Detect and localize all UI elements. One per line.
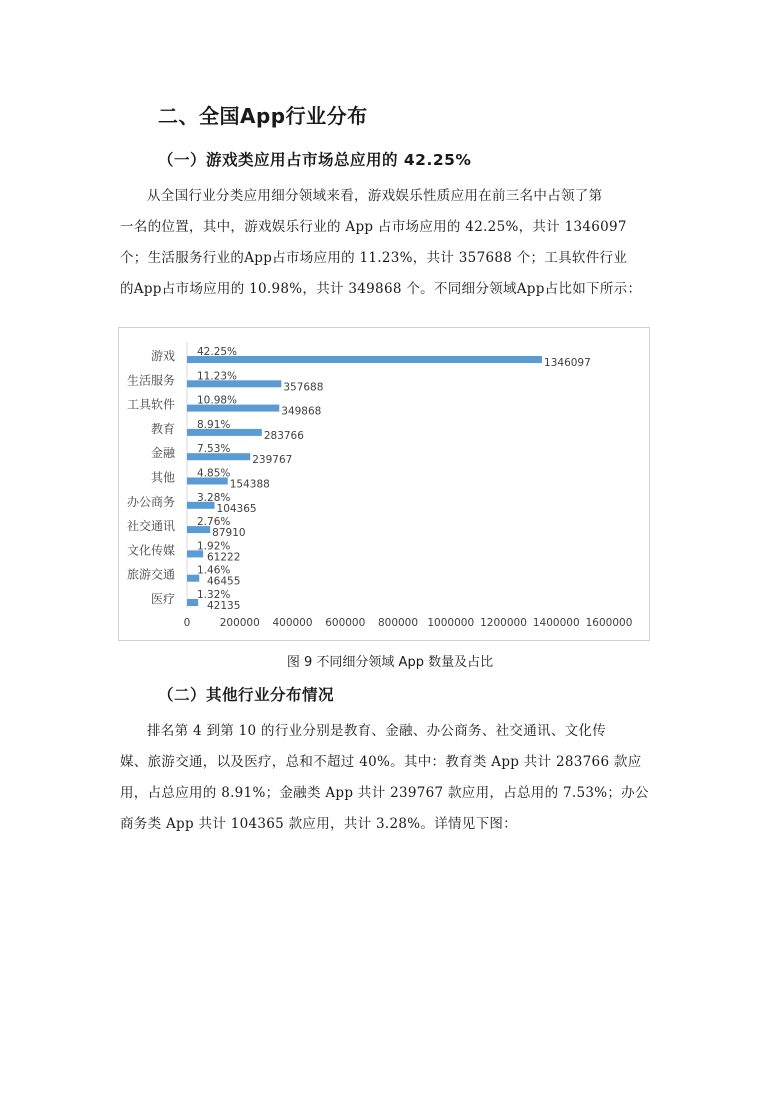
category-label: 社交通讯 <box>126 519 175 534</box>
percent-label: 1.32% <box>197 589 231 601</box>
value-label: 61222 <box>207 551 241 564</box>
value-label: 357688 <box>283 381 324 394</box>
paragraph-line: 一名的位置，其中，游戏娱乐行业的 App 占市场应用的 42.25%，共计 1346097 <box>120 219 627 235</box>
category-label: 其他 <box>150 470 175 485</box>
percent-label: 8.91% <box>197 418 231 431</box>
category-label: 旅游交通 <box>126 567 175 582</box>
subsection-title-other: （二）其他行业分布情况 <box>158 686 335 704</box>
value-label: 46455 <box>207 575 241 588</box>
bar-chart <box>119 328 649 640</box>
percent-label: 1.92% <box>197 540 231 553</box>
percent-label: 2.76% <box>197 516 231 529</box>
category-label: 教育 <box>150 421 175 436</box>
category-label: 生活服务 <box>126 373 175 388</box>
value-label: 104365 <box>216 502 257 515</box>
value-label: 283766 <box>263 429 304 442</box>
paragraph-line: 的App占市场应用的 10.98%，共计 349868 个。不同细分领域App占比如下所示： <box>120 281 642 297</box>
section-title: 二、全国App行业分布 <box>158 104 368 128</box>
subsection-title-games: （一）游戏类应用占市场总应用的 42.25% <box>158 151 472 169</box>
bar <box>187 356 542 363</box>
paragraph-line: 媒、旅游交通，以及医疗，总和不超过 40%。其中：教育类 App 共计 283766 款应 <box>120 754 642 770</box>
value-label: 154388 <box>229 478 270 491</box>
value-label: 42135 <box>207 600 241 612</box>
x-tick-label: 1200000 <box>480 617 527 629</box>
percent-label: 10.98% <box>197 394 238 407</box>
percent-label: 1.46% <box>197 564 231 577</box>
paragraph-other-industries <box>120 716 649 840</box>
paragraph-line: 从全国行业分类应用细分领域来看，游戏娱乐性质应用在前三名中占领了第 <box>147 188 603 204</box>
value-label: 1346097 <box>544 357 591 369</box>
paragraph-industry-overview <box>120 181 641 305</box>
x-tick-label: 800000 <box>377 617 419 629</box>
category-label: 文化传媒 <box>126 543 175 558</box>
paragraph-line: 商务类 App 共计 104365 款应用，共计 3.28%。详情见下图： <box>120 816 518 832</box>
paragraph-line: 个；生活服务行业的App占市场应用的 11.23%，共计 357688 个；工具软件行业 <box>120 250 628 266</box>
percent-label: 3.28% <box>197 491 231 504</box>
category-label: 游戏 <box>150 349 175 363</box>
value-label: 87910 <box>212 527 246 540</box>
percent-label: 4.85% <box>197 467 231 480</box>
category-label: 医疗 <box>150 592 175 606</box>
x-tick-label: 1400000 <box>532 617 580 629</box>
paragraph-line: 排名第 4 到第 10 的行业分别是教育、金融、办公商务、社交通讯、文化传 <box>147 723 607 739</box>
paragraph-line: 用，占总应用的 8.91%；金融类 App 共计 239767 款应用，占总用的 7.53%；办公 <box>120 785 649 801</box>
category-label: 办公商务 <box>126 494 175 509</box>
x-tick-label: 600000 <box>325 617 366 629</box>
bar-chart-frame <box>118 327 650 641</box>
percent-label: 42.25% <box>197 346 238 358</box>
category-label: 工具软件 <box>126 397 175 412</box>
percent-label: 11.23% <box>197 370 238 383</box>
value-label: 239767 <box>252 454 293 467</box>
value-label: 349868 <box>281 405 322 418</box>
x-tick-label: 0 <box>183 617 191 629</box>
x-tick-label: 1000000 <box>427 617 475 629</box>
x-tick-label: 1600000 <box>585 617 633 629</box>
category-label: 金融 <box>150 446 175 461</box>
percent-label: 7.53% <box>197 443 231 456</box>
x-tick-label: 200000 <box>219 617 260 629</box>
x-tick-label: 400000 <box>272 617 313 629</box>
figure-caption: 图 9 不同细分领域 App 数量及占比 <box>286 655 494 670</box>
